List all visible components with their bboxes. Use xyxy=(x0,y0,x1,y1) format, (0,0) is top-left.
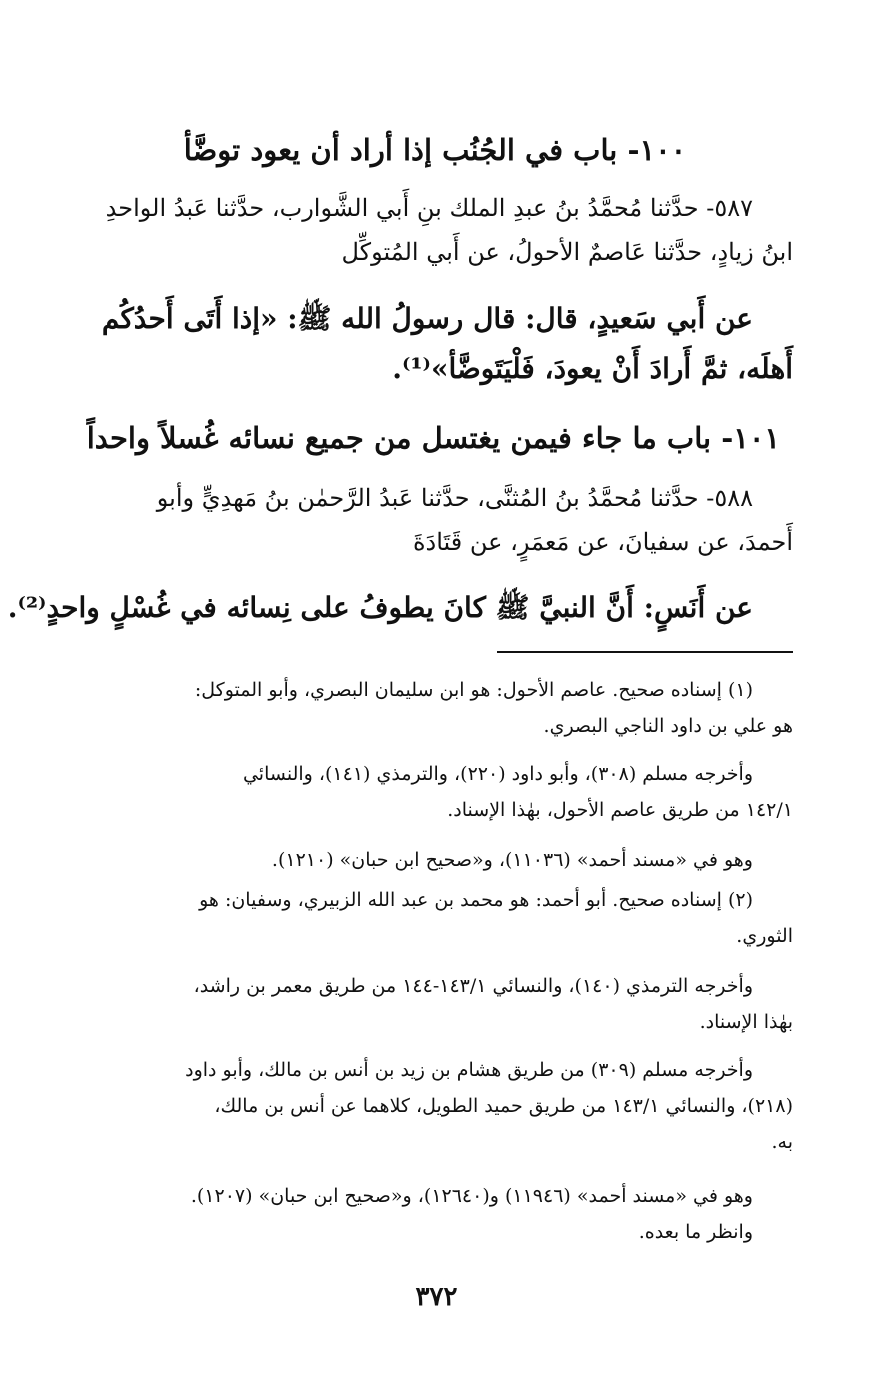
footnote-line: (٢) إسناده صحيح. أبو أحمد: هو محمد بن عبد الله الزبيري، وسفيان: هو xyxy=(199,889,753,911)
footnote-line: (١) إسناده صحيح. عاصم الأحول: هو ابن سليمان البصري، وأبو المتوكل: xyxy=(194,679,753,701)
footnote-line: وأخرجه مسلم (٣٠٨)، وأبو داود (٢٢٠)، والترمذي (١٤١)، والنسائي xyxy=(242,763,753,785)
isnad-line: ٥٨٨- حدَّثنا مُحمَّدُ بنُ المُثنَّى، حدَّثنا عَبدُ الرَّحمٰن بنُ مَهدِيٍّ وأبو xyxy=(156,484,753,512)
hadith-588-isnad xyxy=(78,476,793,564)
chapter-heading-101: ١٠١- باب ما جاء فيمن يغتسل من جميع نسائه غُسلاً واحداً xyxy=(86,421,780,455)
footnote-2-takhrij xyxy=(78,968,793,1040)
footnote-line: به. xyxy=(771,1131,793,1153)
isnad-line: ٥٨٧- حدَّثنا مُحمَّدُ بنُ عبدِ الملك بنِ أَبي الشَّوارب، حدَّثنا عَبدُ الواحدِ xyxy=(105,194,753,222)
matn-line: أَهلَه، ثمَّ أَرادَ أَنْ يعودَ، فَلْيَتَوضَّأ»⁽¹⁾. xyxy=(392,352,793,385)
hadith-587-matn xyxy=(78,294,793,394)
footnote-2-takhrij-muslim xyxy=(78,1052,793,1160)
footnote-line: هو علي بن داود الناجي البصري. xyxy=(543,715,793,737)
footnote-separator xyxy=(497,651,793,653)
matn-line: عن أَبي سَعيدٍ، قال: قال رسولُ الله ﷺ: «إذا أَتَى أَحدُكُم xyxy=(101,302,753,335)
footnote-line: ١٤٢/١ من طريق عاصم الأحول، بهٰذا الإسناد. xyxy=(447,799,793,821)
isnad-line: ابنُ زيادٍ، حدَّثنا عَاصمٌ الأحولُ، عن أَبي المُتوكِّل xyxy=(341,238,793,266)
footnote-line: وأخرجه الترمذي (١٤٠)، والنسائي ١٤٣/١-١٤٤ من طريق معمر بن راشد، xyxy=(193,975,753,997)
footnote-2-references xyxy=(78,1178,793,1250)
hadith-588-matn xyxy=(7,583,793,633)
footnote-line: وهو في «مسند أحمد» (١١٩٤٦) و(١٢٦٤٠)، و«صحيح ابن حبان» (١٢٠٧). xyxy=(190,1185,753,1207)
isnad-line: أَحمدَ، عن سفيانَ، عن مَعمَرٍ، عن قَتَادَةَ xyxy=(412,528,793,556)
footnote-1 xyxy=(78,672,793,744)
footnote-1-references xyxy=(78,842,793,878)
footnote-line: (٢١٨)، والنسائي ١٤٣/١ من طريق حميد الطويل، كلاهما عن أنس بن مالك، xyxy=(214,1095,793,1117)
footnote-line: وانظر ما بعده. xyxy=(638,1221,753,1243)
hadith-587-isnad xyxy=(78,186,793,274)
footnote-line: الثوري. xyxy=(736,925,793,947)
footnote-2 xyxy=(78,882,793,954)
chapter-heading-100: ١٠٠- باب في الجُنُب إذا أراد أن يعود توضَّأ xyxy=(183,133,687,167)
page-number: ٣٧٢ xyxy=(415,1282,458,1312)
footnote-line: وأخرجه مسلم (٣٠٩) من طريق هشام بن زيد بن أنس بن مالك، وأبو داود xyxy=(185,1059,753,1081)
footnote-line: بهٰذا الإسناد. xyxy=(699,1011,793,1033)
footnote-line: وهو في «مسند أحمد» (١١٠٣٦)، و«صحيح ابن حبان» (١٢١٠). xyxy=(271,849,753,871)
matn-line: عن أَنَسٍ: أَنَّ النبيَّ ﷺ كانَ يطوفُ على نِسائه في غُسْلٍ واحدٍ⁽²⁾. xyxy=(7,591,753,624)
footnote-1-takhrij xyxy=(78,756,793,828)
